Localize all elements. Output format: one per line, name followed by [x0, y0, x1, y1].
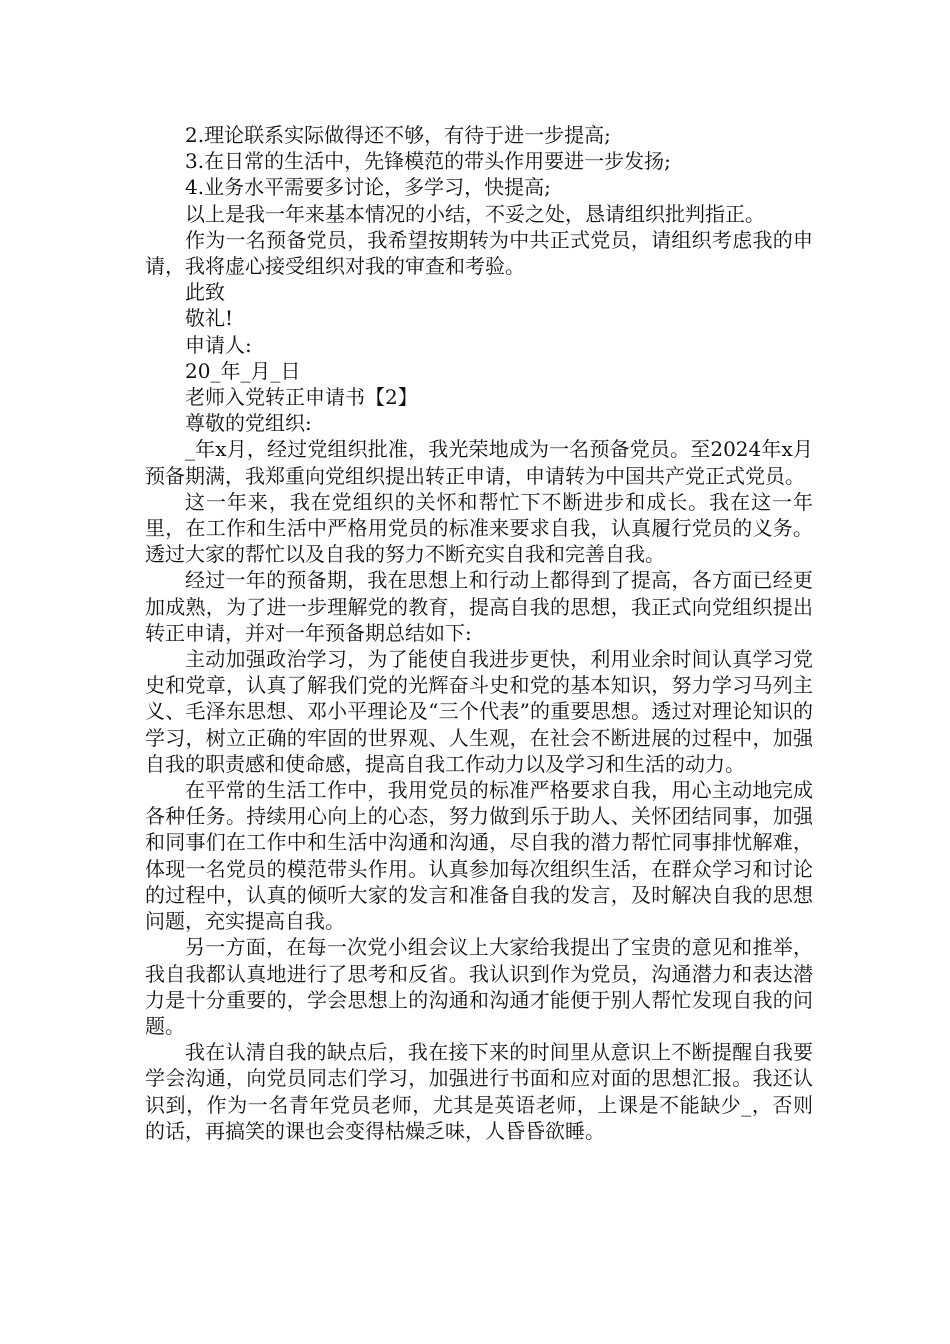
paragraph: 作为一名预备党员，我希望按期转为中共正式党员，请组织考虑我的申请，我将虚心接受组织对我的审查和考验。	[145, 227, 813, 279]
document-body	[145, 122, 813, 1144]
applicant-label: 申请人:	[185, 332, 252, 357]
paragraph: 以上是我一年来基本情况的小结，不妥之处，恳请组织批判指正。	[185, 201, 765, 226]
date-line: 20_年_月_日	[185, 358, 301, 383]
closing-regards: 敬礼!	[185, 306, 234, 331]
paragraph: 这一年来，我在党组织的关怀和帮忙下不断进步和成长。我在这一年里，在工作和生活中严格用党员的标准来要求自我，认真履行党员的义务。透过大家的帮忙以及自我的努力不断充实自我和完善自我。	[145, 489, 813, 567]
paragraph: 在平常的生活工作中，我用党员的标准严格要求自我，用心主动地完成各种任务。持续用心向上的心态，努力做到乐于助人、关怀团结同事，加强和同事们在工作中和生活中沟通和沟通，尽自我的潜力帮忙同事排忧解难，体现一名党员的模范带头作用。认真参加每次组织生活，在群众学习和讨论的过程中，认真的倾听大家的发言和准备自我的发言，及时解决自我的思想问题，充实提高自我。	[145, 778, 813, 934]
paragraph: 我在认清自我的缺点后，我在接下来的时间里从意识上不断提醒自我要学会沟通，向党员同志们学习，加强进行书面和应对面的思想汇报。我还认识到，作为一名青年党员老师，尤其是英语老师，上课是不能缺少_，否则的话，再搞笑的课也会变得枯燥乏味，人昏昏欲睡。	[145, 1040, 813, 1143]
paragraph: 另一方面，在每一次党小组会议上大家给我提出了宝贵的意见和推举，我自我都认真地进行了思考和反省。我认识到作为党员，沟通潜力和表达潜力是十分重要的，学会思想上的沟通和沟通才能便于别人帮忙发现自我的问题。	[145, 935, 813, 1038]
paragraph: 主动加强政治学习，为了能使自我进步更快，利用业余时间认真学习党史和党章，认真了解我们党的光辉奋斗史和党的基本知识，努力学习马列主义、毛泽东思想、邓小平理论及“三个代表”的重要思想。透过对理论知识的学习，树立正确的牢固的世界观、人生观，在社会不断进展的过程中，加强自我的职责感和使命感，提高自我工作动力以及学习和生活的动力。	[145, 647, 813, 776]
paragraph: 4.业务水平需要多讨论，多学习，快提高;	[185, 175, 551, 200]
paragraph: _年x月，经过党组织批准，我光荣地成为一名预备党员。至2024年x月预备期满，我郑重向党组织提出转正申请，申请转为中国共产党正式党员。	[145, 437, 813, 488]
closing-salutation: 此致	[185, 280, 225, 305]
paragraph: 2.理论联系实际做得还不够，有待于进一步提高;	[185, 123, 611, 147]
paragraph: 经过一年的预备期，我在思想上和行动上都得到了提高，各方面已经更加成熟，为了进一步理解党的教育，提高自我的思想，我正式向党组织提出转正申请，并对一年预备期总结如下:	[145, 568, 813, 645]
greeting: 尊敬的党组织:	[185, 411, 312, 436]
paragraph: 3.在日常的生活中，先锋模范的带头作用要进一步发扬;	[185, 149, 671, 174]
section-title: 老师入党转正申请书【2】	[185, 385, 418, 410]
